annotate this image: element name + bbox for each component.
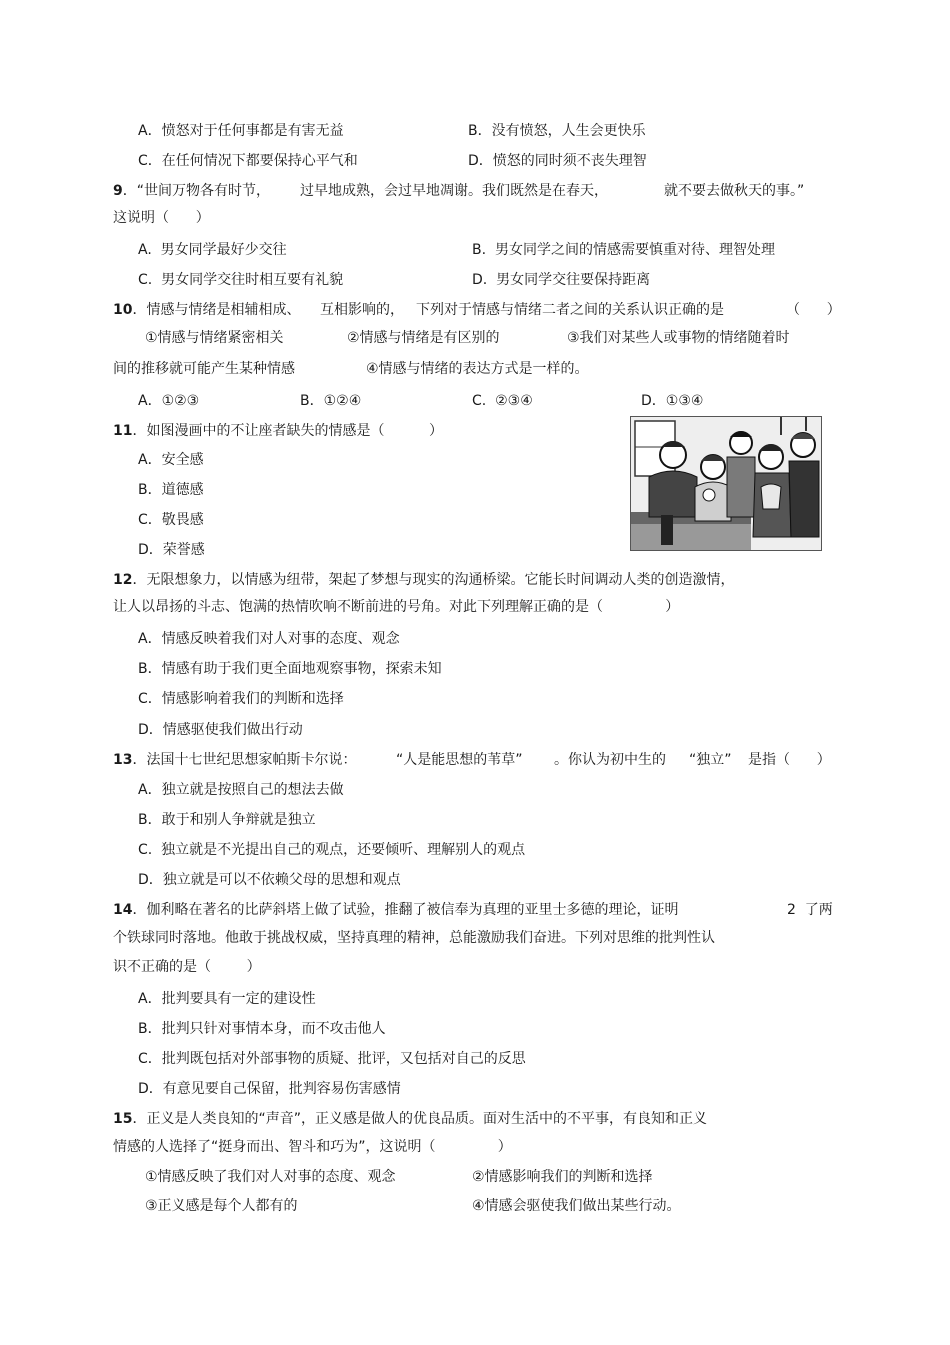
q9-stem-part2: 过早地成熟，会过早地凋谢。我们既然是在春天， [300,183,608,199]
q10-statement-1: ①情感与情绪紧密相关 [145,330,284,346]
q14-stem-line2: 个铁球同时落地。他敢于挑战权威，坚持真理的精神，总能激励我们奋进。下列对思维的批判性认 [113,930,715,946]
q14-stem-end: 2 了两 [787,902,833,918]
q9-option-b: B. 男女同学之间的情感需要慎重对待、理智处理 [472,242,775,258]
q13-number: 13 [113,752,133,768]
q10-stem-part2: 互相影响的， [320,302,404,318]
q8-option-d: D．愤怒的同时须不丧失理智 [468,153,647,169]
q11-option-b: B．道德感 [138,482,204,498]
q13-option-c: C. 独立就是不光提出自己的观点，还要倾听、理解别人的观点 [138,842,526,858]
q13-stem-part5: 是指（ ） [748,752,831,768]
q11-option-c: C．敬畏感 [138,512,204,528]
q10-stem-part3: 下列对于情感与情绪二者之间的关系认识正确的是 [416,302,724,318]
q13-option-d: D．独立就是可以不依赖父母的思想和观点 [138,872,401,888]
q10-option-a: A．①②③ [138,393,200,409]
bus-seat-cartoon-icon [630,416,822,551]
q13-option-a: A．独立就是按照自己的想法去做 [138,782,344,798]
q9-option-a: A. 男女同学最好少交往 [138,242,287,258]
q10-statement-4: ④情感与情绪的表达方式是一样的。 [366,361,589,377]
q14-option-d: D．有意见要自己保留，批判容易伤害感情 [138,1081,401,1097]
q9-stem-part1: ．“世间万物各有时节， [122,183,271,199]
q11-option-a: A．安全感 [138,452,204,468]
q15-statement-2: ②情感影响我们的判断和选择 [472,1169,653,1185]
q14-option-b: B．批判只针对事情本身，而不攻击他人 [138,1021,386,1037]
q10-option-b: B．①②④ [300,393,362,409]
q14-stem-line3: 识不正确的是（ ） [113,959,261,975]
q11-stem [113,421,443,441]
q9-option-c: C. 男女同学交往时相互要有礼貌 [138,272,344,288]
q12-option-c: C．情感影响着我们的判断和选择 [138,691,344,707]
q15-statement-3: ③正义感是每个人都有的 [145,1198,298,1214]
q9-number: 9 [113,183,123,199]
q13-stem-part3: 。你认为初中生的 [554,752,666,768]
q11-stem-text: ．如图漫画中的不让座者缺失的情感是（ ） [132,423,443,439]
q10-statement-3-cont: 间的推移就可能产生某种情感 [113,361,295,377]
q14-stem-text: ．伽利略在著名的比萨斜塔上做了试验，推翻了被信奉为真理的亚里士多德的理论，证明 [132,902,679,918]
q9-stem-line2: 这说明（ ） [113,210,210,226]
q10-option-d: D．①③④ [641,393,704,409]
q8-option-a: A．愤怒对于任何事都是有害无益 [138,123,344,139]
q15-stem [113,1109,707,1129]
q15-stem-line2: 情感的人选择了“挺身而出、智斗和巧为”，这说明（ ） [113,1139,512,1155]
q13-independence-term: “独立” [689,752,732,768]
q14-number: 14 [113,902,133,918]
q12-stem-line2: 让人以昂扬的斗志、饱满的热情吹响不断前进的号角。对此下列理解正确的是（ ） [113,599,680,615]
q10-option-c: C. ②③④ [472,393,533,409]
q13-quote: “人是能思想的苇草” [396,752,523,768]
q15-stem-text: ．正义是人类良知的“声音”，正义感是做人的优良品质。面对生活中的不平事，有良知和正义 [132,1111,707,1127]
q10-answer-bracket: （ ） [786,302,841,318]
q12-number: 12 [113,572,133,588]
q15-number: 15 [113,1111,133,1127]
q14-stem [113,900,678,920]
q9-stem [113,181,270,201]
q10-number: 10 [113,302,133,318]
q12-stem [113,570,734,590]
q11-number: 11 [113,423,133,439]
q12-option-b: B．情感有助于我们更全面地观察事物，探索未知 [138,661,442,677]
q8-option-c: C．在任何情况下都要保持心平气和 [138,153,358,169]
q12-option-d: D．情感驱使我们做出行动 [138,722,303,738]
q10-stem-part1: ．情感与情绪是相辅相成、 [132,302,301,318]
q14-option-c: C．批判既包括对外部事物的质疑、批评，又包括对自己的反思 [138,1051,526,1067]
q10-stem [113,300,300,320]
q15-statement-4: ④情感会驱使我们做出某些行动。 [472,1198,681,1214]
q13-stem [113,750,356,770]
q10-statement-3: ③我们对某些人或事物的情绪随着时 [567,330,790,346]
q10-statement-2: ②情感与情绪是有区别的 [347,330,500,346]
q8-option-b: B．没有愤怒，人生会更快乐 [468,123,646,139]
q15-statement-1: ①情感反映了我们对人对事的态度、观念 [145,1169,396,1185]
q9-stem-part3: 就不要去做秋天的事。” [664,183,805,199]
q11-option-d: D．荣誉感 [138,542,205,558]
q9-option-d: D. 男女同学交往要保持距离 [472,272,651,288]
q12-stem-text: ．无限想象力，以情感为纽带，架起了梦想与现实的沟通桥梁。它能长时间调动人类的创造激情， [132,572,735,588]
q13-option-b: B．敢于和别人争辩就是独立 [138,812,316,828]
q13-stem-part1: ．法国十七世纪思想家帕斯卡尔说： [132,752,357,768]
q12-option-a: A．情感反映着我们对人对事的态度、观念 [138,631,400,647]
q14-option-a: A．批判要具有一定的建设性 [138,991,316,1007]
